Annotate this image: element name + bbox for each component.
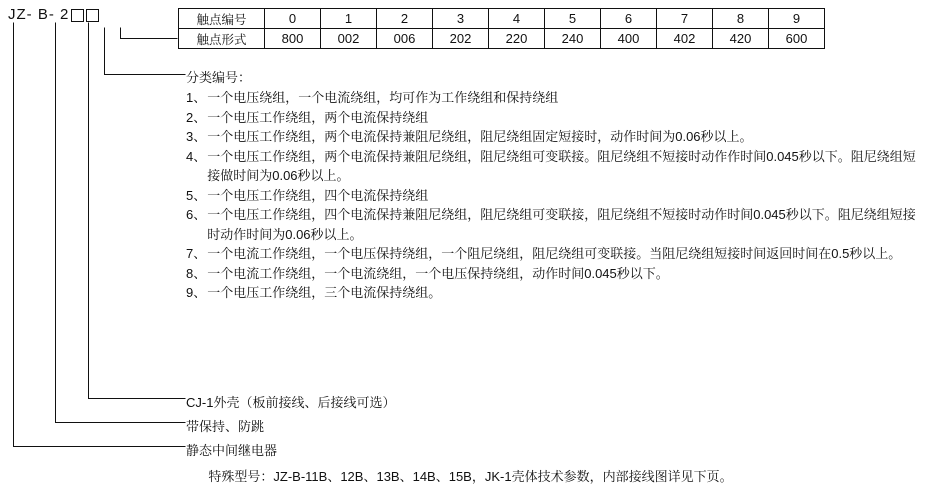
contact-number-cell: 0: [265, 9, 321, 29]
notes-title: 分类编号：: [186, 70, 252, 85]
note-number: 2、: [186, 109, 207, 125]
note-item: [186, 264, 916, 284]
contact-form-cell: 600: [769, 29, 825, 49]
contact-form-cell: 400: [601, 29, 657, 49]
table-row-contact-form: [179, 29, 825, 49]
note-number: 4、: [186, 148, 207, 164]
contact-table: [178, 8, 825, 49]
row-header-contact-number: 触点编号: [179, 9, 265, 29]
note-number: 3、: [186, 129, 207, 144]
note-number: 1、: [186, 90, 207, 105]
note-text: 一个电流工作绕组，一个电压保持绕组，一个阻尼绕组，阻尼绕组可变联接。当阻尼绕组短接时间返回时间在0.5秒以上。: [207, 246, 902, 261]
note-number: 7、: [186, 246, 207, 261]
model-code-box-1: [71, 9, 84, 22]
contact-number-cell: 4: [489, 9, 545, 29]
note-number: 8、: [186, 265, 207, 281]
note-item: [186, 147, 916, 186]
note-text: 一个电压工作绕组，四个电流保持兼阻尼绕组，阻尼绕组可变联接，阻尼绕组不短接时动作时间0.045秒以下。阻尼绕组短接时动作时间为0.06秒以上。: [207, 207, 916, 242]
contact-form-cell: 800: [265, 29, 321, 49]
contact-form-cell: 202: [433, 29, 489, 49]
contact-number-cell: 2: [377, 9, 433, 29]
label-case: CJ-1外壳（板前接线、后接线可选）: [186, 395, 396, 410]
contact-form-cell: 220: [489, 29, 545, 49]
note-number: 6、: [186, 207, 207, 222]
note-item: [186, 186, 916, 206]
model-code: [8, 6, 99, 23]
note-item: [186, 88, 916, 108]
label-hold: 带保持、防跳: [186, 419, 265, 434]
note-text: 一个电压工作绕组，三个电流保持绕组。: [207, 285, 442, 300]
table-row-contact-number: [179, 9, 825, 29]
note-text: 一个电压工作绕组，四个电流保持绕组: [207, 187, 429, 203]
contact-form-cell: 402: [657, 29, 713, 49]
contact-number-cell: 8: [713, 9, 769, 29]
label-relay: 静态中间继电器: [186, 443, 278, 458]
note-text: 一个电流工作绕组，一个电流绕组，一个电压保持绕组，动作时间0.045秒以下。: [207, 265, 669, 281]
note-number: 9、: [186, 285, 207, 300]
contact-form-cell: 006: [377, 29, 433, 49]
contact-number-cell: 9: [769, 9, 825, 29]
note-text: 一个电压工作绕组，两个电流保持兼阻尼绕组，阻尼绕组可变联接。阻尼绕组不短接时动作作时间0.045秒以下。阻尼绕组短接做时间为0.06秒以上。: [207, 148, 916, 183]
model-code-box-2: [86, 9, 99, 22]
row-header-contact-form: 触点形式: [179, 29, 265, 49]
note-item: [186, 244, 916, 264]
contact-number-cell: 5: [545, 9, 601, 29]
note-text: 一个电压工作绕组，两个电流保持绕组: [207, 109, 429, 125]
note-item: [186, 108, 916, 128]
contact-form-cell: 240: [545, 29, 601, 49]
note-item: [186, 205, 916, 244]
note-item: [186, 283, 916, 303]
contact-number-cell: 6: [601, 9, 657, 29]
note-number: 5、: [186, 187, 207, 203]
contact-number-cell: 3: [433, 9, 489, 29]
model-code-text: JZ- B- 2: [8, 6, 70, 23]
classification-notes: [186, 68, 916, 303]
note-text: 一个电压绕组，一个电流绕组，均可作为工作绕组和保持绕组: [207, 90, 559, 105]
contact-number-cell: 1: [321, 9, 377, 29]
contact-form-cell: 420: [713, 29, 769, 49]
contact-number-cell: 7: [657, 9, 713, 29]
contact-form-cell: 002: [321, 29, 377, 49]
note-text: 一个电压工作绕组，两个电流保持兼阻尼绕组，阻尼绕组固定短接时，动作时间为0.06秒以上。: [207, 129, 753, 144]
footer-note: 特殊型号：JZ-B-11B、12B、13B、14B、15B，JK-1壳体技术参数，内部接线图详见下页。: [208, 469, 733, 484]
note-item: [186, 127, 916, 147]
